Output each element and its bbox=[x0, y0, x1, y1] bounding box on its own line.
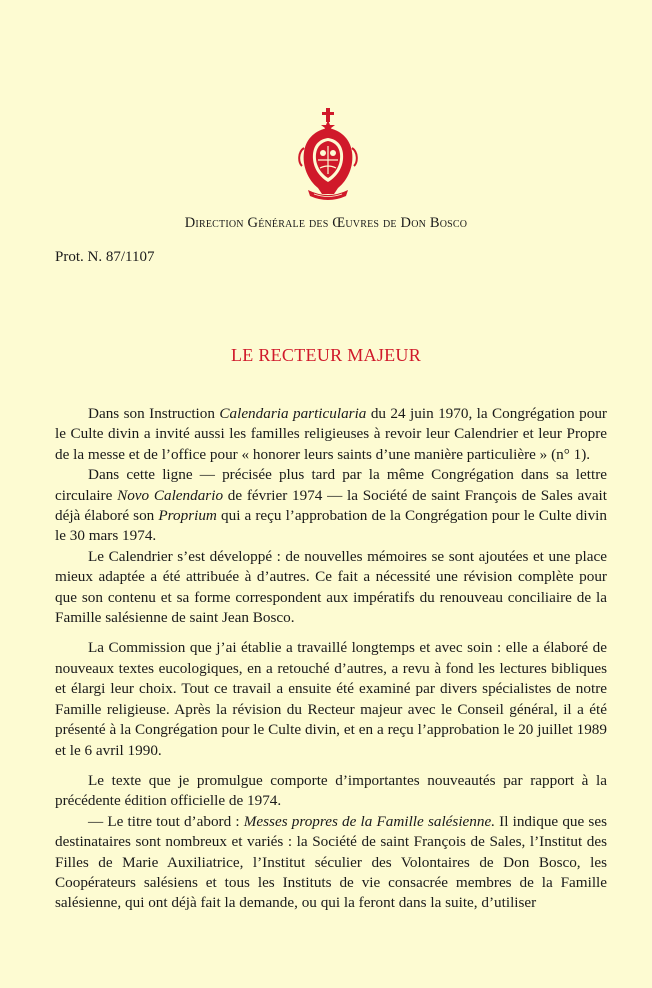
paragraph: Le texte que je promulgue comporte d’importantes nouveautés par rapport à la précédente édition officielle de 1974. bbox=[55, 771, 607, 810]
salesian-coat-of-arms-icon bbox=[298, 108, 358, 204]
organization-header: Direction Générale des Œuvres de Don Bosco bbox=[184, 215, 468, 231]
paragraph: Dans cette ligne — précisée plus tard par la même Congrégation dans sa lettre circulaire Novo Calendario de février 1974 — la Société de saint François de Sales avait déjà élaboré son Proprium qui a reçu l’approbation de la Congrégation pour le Culte divin le 30 mars 1974. bbox=[55, 466, 607, 545]
document-title: LE RECTEUR MAJEUR bbox=[230, 345, 422, 365]
paragraph: Dans son Instruction Calendaria particularia du 24 juin 1970, la Congrégation pour le Culte divin a invité aussi les familles religieuses à revoir leur Calendrier et leur Propre de la messe et de l’office pour « honorer leurs saints d’une manière particulière » (n° 1). bbox=[55, 405, 607, 463]
document-body bbox=[55, 404, 607, 914]
paragraph: — Le titre tout d’abord : Messes propres de la Famille salésienne. Il indique que ses destinataires sont nombreux et variés : la Société de saint François de Sales, l’Institut des Filles de Marie Auxiliatrice, l’Institut séculier des Volontaires de Don Bosco, les Coopérateurs salésiens et tous les Instituts de vie consacrée membres de la Famille salésienne, qui ont déjà fait la demande, ou qui la feront dans la suite, d’utiliser bbox=[55, 812, 607, 912]
protocol-number: Prot. N. 87/1107 bbox=[55, 249, 155, 265]
paragraph: La Commission que j’ai établie a travaillé longtemps et avec soin : elle a élaboré de nouveaux textes eucologiques, en a retouché d’autres, a revu à fond les lectures bibliques et élargi leur choix. Tout ce travail a ensuite été examiné par divers spécialistes de notre Famille religieuse. Après la révision du Recteur majeur avec le Conseil général, il a été présenté à la Congrégation pour le Culte divin, et en a reçu l’approbation le 20 juillet 1989 et le 6 avril 1990. bbox=[55, 639, 607, 759]
paragraph: Le Calendrier s’est développé : de nouvelles mémoires se sont ajoutées et une place mieux adaptée a été attribuée à d’autres. Ce fait a nécessité une révision complète pour que son contenu et sa forme correspondent aux impératifs du renouveau conciliaire de la Famille salésienne de saint Jean Bosco. bbox=[55, 547, 607, 627]
